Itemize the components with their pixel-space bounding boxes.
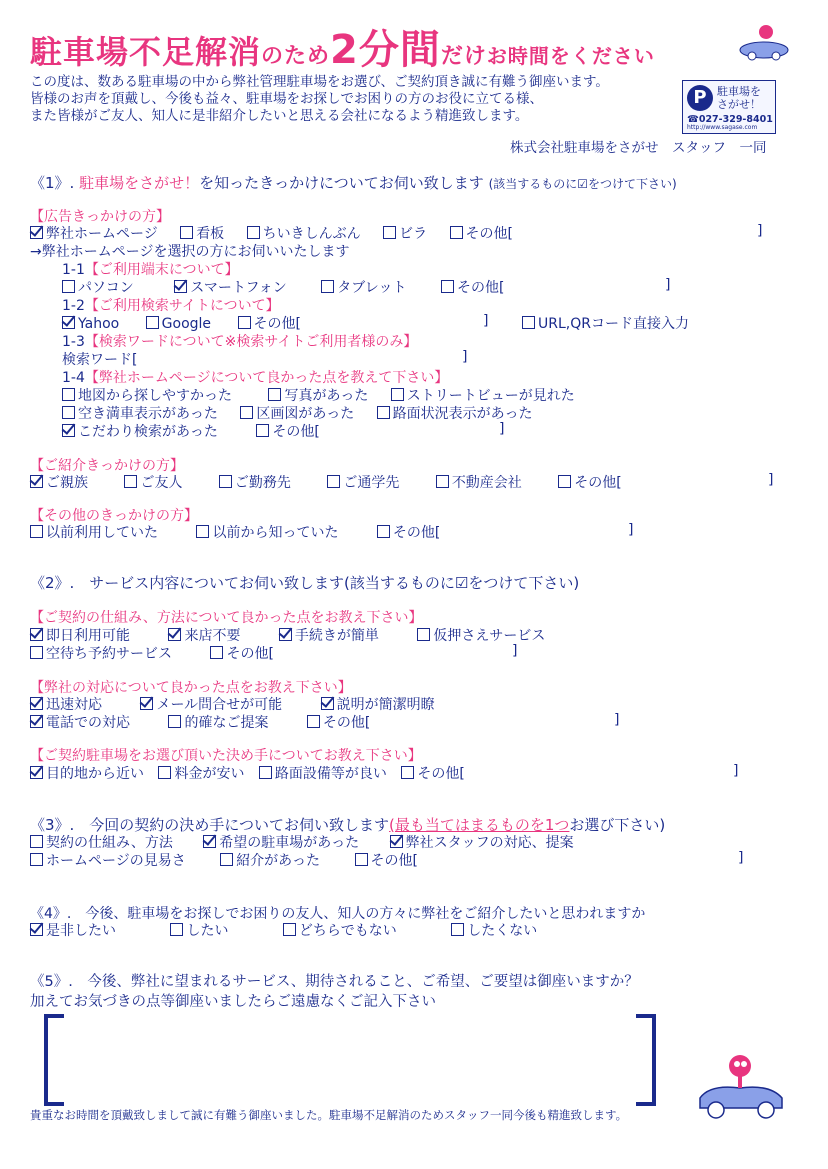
checkbox-checked[interactable] xyxy=(168,628,181,641)
checkbox[interactable] xyxy=(146,316,159,329)
close-bracket: ] xyxy=(499,421,505,437)
checkbox-checked[interactable] xyxy=(174,280,187,293)
q1-ad-options xyxy=(30,223,531,243)
option-good-facilities[interactable] xyxy=(259,763,387,783)
q1-arrow-note: →弊社ホームページを選択の方にお伺いいたします xyxy=(30,244,350,260)
q2-c-label: 【ご契約駐車場をお選び頂いた決め手についてお教え下さい】 xyxy=(30,748,422,764)
option-other[interactable] xyxy=(401,763,464,783)
q1-2-number: 1-2 xyxy=(62,298,85,314)
checkbox[interactable] xyxy=(391,388,404,401)
checkbox[interactable] xyxy=(180,226,193,239)
q1-3-title: 【検索ワードについて※検索サイトご利用者様のみ】 xyxy=(84,334,418,350)
option-label: 来店不要 xyxy=(184,628,241,644)
checkbox[interactable] xyxy=(327,475,340,488)
q1-1-title: 【ご利用端末について】 xyxy=(84,262,239,278)
q2-b-label: 【弊社の対応について良かった点をお教え下さい】 xyxy=(30,680,352,696)
checkbox[interactable] xyxy=(170,923,183,936)
checkbox-checked[interactable] xyxy=(30,475,43,488)
option-easy-procedure[interactable] xyxy=(279,625,379,645)
option-label: 地図から探しやすかった xyxy=(78,388,232,404)
checkbox-checked[interactable] xyxy=(203,835,216,848)
option-label: ちいきしんぶん xyxy=(262,226,361,242)
checkbox[interactable] xyxy=(124,475,137,488)
q1-4-row-3 xyxy=(62,421,338,441)
option-url-qr[interactable] xyxy=(522,313,689,333)
option-label: 弊社スタッフの対応、提案 xyxy=(405,835,574,851)
option-neutral[interactable] xyxy=(283,920,397,940)
q1-other-label: 【その他のきっかけの方】 xyxy=(30,508,198,524)
logo-p-mark: P xyxy=(687,85,713,111)
option-vacancy[interactable] xyxy=(62,403,218,423)
option-homepage[interactable] xyxy=(30,223,158,243)
option-other[interactable] xyxy=(307,712,370,732)
search-word-field[interactable]: 検索ワード[ xyxy=(62,352,138,368)
q2-question: 《2》. サービス内容についてお伺い致します xyxy=(30,574,345,592)
checkbox[interactable] xyxy=(219,475,232,488)
option-label: 即日利用可能 xyxy=(46,628,130,644)
checkbox[interactable] xyxy=(522,316,535,329)
option-label: その他[ xyxy=(392,525,441,541)
option-label: 空き満車表示があった xyxy=(78,406,218,422)
option-school[interactable] xyxy=(327,472,399,492)
q1-2-label xyxy=(62,295,280,315)
option-other[interactable] xyxy=(256,421,319,441)
logo-url: http://www.sagase.com xyxy=(687,124,758,131)
option-label: URL,QRコード直接入力 xyxy=(538,316,689,332)
title-connector: のため xyxy=(261,44,331,69)
close-bracket: ] xyxy=(665,277,671,293)
logo-phone: ☎027-329-8401 xyxy=(687,114,773,125)
close-bracket: ] xyxy=(614,712,620,728)
option-other[interactable] xyxy=(450,223,513,243)
q3-row-1 xyxy=(30,832,592,852)
title-request: お時間をください xyxy=(486,44,655,68)
footer-thanks: 貴重なお時間を頂戴致しまして誠に有難う御座いました。駐車場不足解消のためスタッフ一同今後も精進致します。 xyxy=(30,1108,628,1122)
option-proposal[interactable] xyxy=(168,712,268,732)
option-label: 迅速対応 xyxy=(46,697,102,713)
option-smartphone[interactable] xyxy=(174,277,287,297)
option-signboard[interactable] xyxy=(180,223,224,243)
close-bracket: ] xyxy=(628,522,634,538)
q5-subheading: 加えてお気づきの点等御座いましたらご遠慮なくご記入下さい xyxy=(30,994,436,1010)
checkbox[interactable] xyxy=(62,388,75,401)
option-label: 紹介があった xyxy=(236,853,321,869)
option-map-search[interactable] xyxy=(62,385,232,405)
option-flyer[interactable] xyxy=(383,223,427,243)
q1-4-row-2 xyxy=(62,403,551,423)
option-label: Yahoo xyxy=(78,316,120,332)
q1-1-label xyxy=(62,259,239,279)
option-waitlist[interactable] xyxy=(30,643,172,663)
checkbox-checked[interactable] xyxy=(30,923,43,936)
option-near-destination[interactable] xyxy=(30,763,144,783)
option-label: 是非したい xyxy=(46,923,116,939)
checkbox[interactable] xyxy=(436,475,449,488)
option-detailed-search[interactable] xyxy=(62,421,218,441)
page-title xyxy=(30,18,655,75)
q1-brand: 駐車場をさがせ！ xyxy=(79,174,200,192)
logo-line-2: さがせ！ xyxy=(717,98,761,111)
option-label: 区画図があった xyxy=(256,406,355,422)
option-label: ご友人 xyxy=(140,475,183,491)
option-label: 弊社ホームページ xyxy=(46,226,158,242)
q2-a-label: 【ご契約の仕組み、方法について良かった点をお教え下さい】 xyxy=(30,610,423,626)
checkbox-checked[interactable] xyxy=(62,316,75,329)
option-label: ホームページの見易さ xyxy=(46,853,186,869)
option-label: タブレット xyxy=(337,280,407,296)
option-cheap[interactable] xyxy=(158,763,244,783)
option-knew-before[interactable] xyxy=(196,522,338,542)
option-lot-map[interactable] xyxy=(240,403,354,423)
q1-question: を知ったきっかけについてお伺い致します xyxy=(199,174,484,192)
option-label: 手続きが簡単 xyxy=(294,628,379,644)
car-mascot-icon xyxy=(738,22,790,64)
checkbox[interactable] xyxy=(30,853,43,866)
checkbox[interactable] xyxy=(268,388,281,401)
q2-heading xyxy=(30,572,579,593)
close-bracket: ] xyxy=(733,763,739,779)
option-label: その他[ xyxy=(322,715,371,731)
checkbox[interactable] xyxy=(307,715,320,728)
option-label: したい xyxy=(186,923,229,939)
q1-1-number: 1-1 xyxy=(62,262,85,278)
option-road-status[interactable] xyxy=(377,403,533,423)
checkbox[interactable] xyxy=(30,525,43,538)
option-realestate[interactable] xyxy=(436,472,522,492)
option-other[interactable] xyxy=(441,277,504,297)
logo-line-1: 駐車場を xyxy=(717,85,761,98)
option-relatives[interactable] xyxy=(30,472,88,492)
intro-line-3: また皆様がご友人、知人に是非紹介したいと思える会社になるよう精進致します。 xyxy=(30,108,529,124)
option-same-day[interactable] xyxy=(30,625,130,645)
checkbox[interactable] xyxy=(220,853,233,866)
checkbox[interactable] xyxy=(401,766,414,779)
option-photos[interactable] xyxy=(268,385,368,405)
option-label: 料金が安い xyxy=(174,766,245,782)
option-label: その他[ xyxy=(253,316,301,332)
company-signature: 株式会社駐車場をさがせ スタッフ 一同 xyxy=(510,140,767,156)
option-label: 目的地から近い xyxy=(46,766,144,782)
checkbox[interactable] xyxy=(62,280,75,293)
q1-3-number: 1-3 xyxy=(62,334,85,350)
intro-line-1: この度は、数ある駐車場の中から弊社管理駐車場をお選び、ご契約頂き誠に有難う御座います。 xyxy=(30,74,609,90)
title-highlight: 2分間 xyxy=(330,27,441,73)
option-label: 以前利用していた xyxy=(46,525,158,541)
other-close-bracket: ] xyxy=(757,223,763,239)
title-main: 駐車場不足解消 xyxy=(30,33,262,71)
option-streetview[interactable] xyxy=(391,385,575,405)
q5-heading: 《5》. 今後、弊社に望まれるサービス、期待されること、ご希望、ご要望は御座いますか？ xyxy=(30,974,639,990)
option-label: 写真があった xyxy=(284,388,369,404)
option-label: 仮押さえサービス xyxy=(433,628,546,644)
option-label: ご勤務先 xyxy=(234,475,291,491)
option-other[interactable] xyxy=(377,522,440,542)
checkbox-checked[interactable] xyxy=(321,697,334,710)
checkbox[interactable] xyxy=(62,406,75,419)
q1-ad-label: 【広告きっかけの方】 xyxy=(30,209,170,225)
option-label: 希望の駐車場があった xyxy=(219,835,360,851)
checkbox[interactable] xyxy=(321,280,334,293)
option-label: メール問合せが可能 xyxy=(156,697,283,713)
checkbox-checked[interactable] xyxy=(62,424,75,437)
q3-question: 《3》. 今回の契約の決め手についてお伺い致します xyxy=(30,816,390,834)
option-label: パソコン xyxy=(78,280,134,296)
option-label: その他[ xyxy=(417,766,465,782)
checkbox-checked[interactable] xyxy=(30,628,43,641)
checkbox-checked[interactable] xyxy=(30,226,43,239)
q1-heading xyxy=(30,172,677,193)
checkbox[interactable] xyxy=(451,923,464,936)
comment-box-left-bracket xyxy=(44,1014,64,1106)
q3-emphasis: (最も当てはまるものを1つ xyxy=(389,816,570,834)
checkbox[interactable] xyxy=(377,525,390,538)
option-other[interactable] xyxy=(238,313,301,333)
car-mascot-icon xyxy=(690,1050,790,1122)
q1-2-title: 【ご利用検索サイトについて】 xyxy=(84,298,280,314)
option-label: 看板 xyxy=(196,226,225,242)
option-label: スマートフォン xyxy=(190,280,287,296)
option-local-paper[interactable] xyxy=(247,223,361,243)
option-yes[interactable] xyxy=(170,920,228,940)
option-phone-response[interactable] xyxy=(30,712,130,732)
checkbox[interactable] xyxy=(238,316,251,329)
checkbox[interactable] xyxy=(30,646,43,659)
checkbox[interactable] xyxy=(417,628,430,641)
option-label: ご親族 xyxy=(46,475,88,491)
option-label: その他[ xyxy=(574,475,622,491)
q2-c-row xyxy=(30,763,483,783)
q1-4-title: 【弊社ホームページについて良かった点を教えて下さい】 xyxy=(84,370,449,386)
option-label: その他[ xyxy=(465,226,514,242)
option-label: その他[ xyxy=(226,646,274,662)
logo-text xyxy=(717,85,761,111)
option-friends[interactable] xyxy=(124,472,182,492)
q2-note: (該当するものに☑をつけて下さい) xyxy=(344,574,580,592)
checkbox[interactable] xyxy=(558,475,571,488)
comment-textarea[interactable] xyxy=(64,1020,632,1094)
option-clear-explanation[interactable] xyxy=(321,694,435,714)
option-google[interactable] xyxy=(146,315,211,332)
option-label: 電話での対応 xyxy=(46,715,130,731)
checkbox[interactable] xyxy=(355,853,368,866)
option-definitely[interactable] xyxy=(30,920,116,940)
close-bracket: ] xyxy=(512,643,518,659)
option-email-inquiry[interactable] xyxy=(140,694,282,714)
q3-question-end: お選び下さい) xyxy=(569,816,666,834)
q1-intro-label: 【ご紹介きっかけの方】 xyxy=(30,458,184,474)
checkbox-checked[interactable] xyxy=(390,835,403,848)
option-staff-response[interactable] xyxy=(390,832,574,852)
company-logo xyxy=(682,80,776,134)
option-label: ストリートビューが見れた xyxy=(406,388,575,404)
option-quick-response[interactable] xyxy=(30,694,102,714)
option-label: その他[ xyxy=(457,280,505,296)
option-label: 空待ち予約サービス xyxy=(46,646,172,662)
option-desired-lot[interactable] xyxy=(203,832,359,852)
option-yahoo[interactable] xyxy=(62,315,119,332)
checkbox[interactable] xyxy=(196,525,209,538)
checkbox[interactable] xyxy=(240,406,253,419)
checkbox[interactable] xyxy=(383,226,396,239)
q1-4-row-1 xyxy=(62,385,593,405)
comment-box-right-bracket xyxy=(636,1014,656,1106)
option-label: 不動産会社 xyxy=(451,475,522,491)
q1-intro-options xyxy=(30,472,640,492)
option-pc[interactable] xyxy=(62,277,134,297)
checkbox[interactable] xyxy=(256,424,269,437)
q4-heading: 《4》. 今後、駐車場をお探しでお困りの友人、知人の方々に弊社をご紹介したいと思われますか xyxy=(30,906,646,922)
q2-a-row-2 xyxy=(30,643,292,663)
option-label: こだわり検索があった xyxy=(78,424,218,440)
intro-line-2: 皆様のお声を頂戴し、今後も益々、駐車場をお探しでお困りの方のお役に立てる様、 xyxy=(30,91,543,107)
checkbox-checked[interactable] xyxy=(30,697,43,710)
checkbox[interactable] xyxy=(158,766,171,779)
checkbox[interactable] xyxy=(210,646,223,659)
q1-number: 《1》. xyxy=(30,174,75,192)
option-label: ビラ xyxy=(399,226,428,242)
checkbox[interactable] xyxy=(450,226,463,239)
option-no-visit[interactable] xyxy=(168,625,240,645)
checkbox[interactable] xyxy=(247,226,260,239)
option-referral[interactable] xyxy=(220,850,320,870)
close-bracket: ] xyxy=(768,472,774,488)
q1-3-label xyxy=(62,331,417,351)
option-label: 路面状況表示があった xyxy=(392,406,533,422)
option-label: 以前から知っていた xyxy=(212,525,339,541)
checkbox[interactable] xyxy=(30,835,43,848)
q1-4-label xyxy=(62,367,448,387)
title-connector-2: だけ xyxy=(440,44,487,69)
close-bracket: ] xyxy=(483,313,489,329)
close-bracket: ] xyxy=(738,850,744,866)
q2-a-row-1 xyxy=(30,625,563,645)
option-label: ご通学先 xyxy=(343,475,400,491)
checkbox-checked[interactable] xyxy=(140,697,153,710)
close-bracket: ] xyxy=(462,349,468,365)
option-label: Google xyxy=(161,316,212,332)
q4-options xyxy=(30,920,555,940)
checkbox[interactable] xyxy=(259,766,272,779)
option-other[interactable] xyxy=(210,643,273,663)
option-no[interactable] xyxy=(451,920,537,940)
checkbox[interactable] xyxy=(377,406,390,419)
option-label: 契約の仕組み、方法 xyxy=(46,835,173,851)
q1-1-options xyxy=(62,277,522,297)
q1-2-options xyxy=(62,313,319,333)
option-tablet[interactable] xyxy=(321,277,406,297)
option-label: 路面設備等が良い xyxy=(274,766,387,782)
option-label: その他[ xyxy=(370,853,418,869)
option-workplace[interactable] xyxy=(219,472,291,492)
q2-b-row-1 xyxy=(30,694,453,714)
checkbox-checked[interactable] xyxy=(30,715,43,728)
option-label: 説明が簡潔明瞭 xyxy=(336,697,435,713)
q1-4-number: 1-4 xyxy=(62,370,85,386)
option-label: どちらでもない xyxy=(298,923,397,939)
checkbox-checked[interactable] xyxy=(30,766,43,779)
option-contract-system[interactable] xyxy=(30,832,173,852)
checkbox-checked[interactable] xyxy=(279,628,292,641)
option-hold-service[interactable] xyxy=(417,625,545,645)
option-label: 的確なご提案 xyxy=(184,715,269,731)
q1-other-options xyxy=(30,522,458,542)
option-other[interactable] xyxy=(355,850,418,870)
option-website-readability[interactable] xyxy=(30,850,186,870)
q3-row-2 xyxy=(30,850,436,870)
option-label: したくない xyxy=(467,923,538,939)
checkbox[interactable] xyxy=(283,923,296,936)
option-other[interactable] xyxy=(558,472,621,492)
q2-b-row-2 xyxy=(30,712,388,732)
option-label: その他[ xyxy=(272,424,320,440)
checkbox[interactable] xyxy=(441,280,454,293)
q1-note: (該当するものに☑をつけて下さい) xyxy=(488,177,677,191)
checkbox[interactable] xyxy=(168,715,181,728)
option-used-before[interactable] xyxy=(30,522,158,542)
